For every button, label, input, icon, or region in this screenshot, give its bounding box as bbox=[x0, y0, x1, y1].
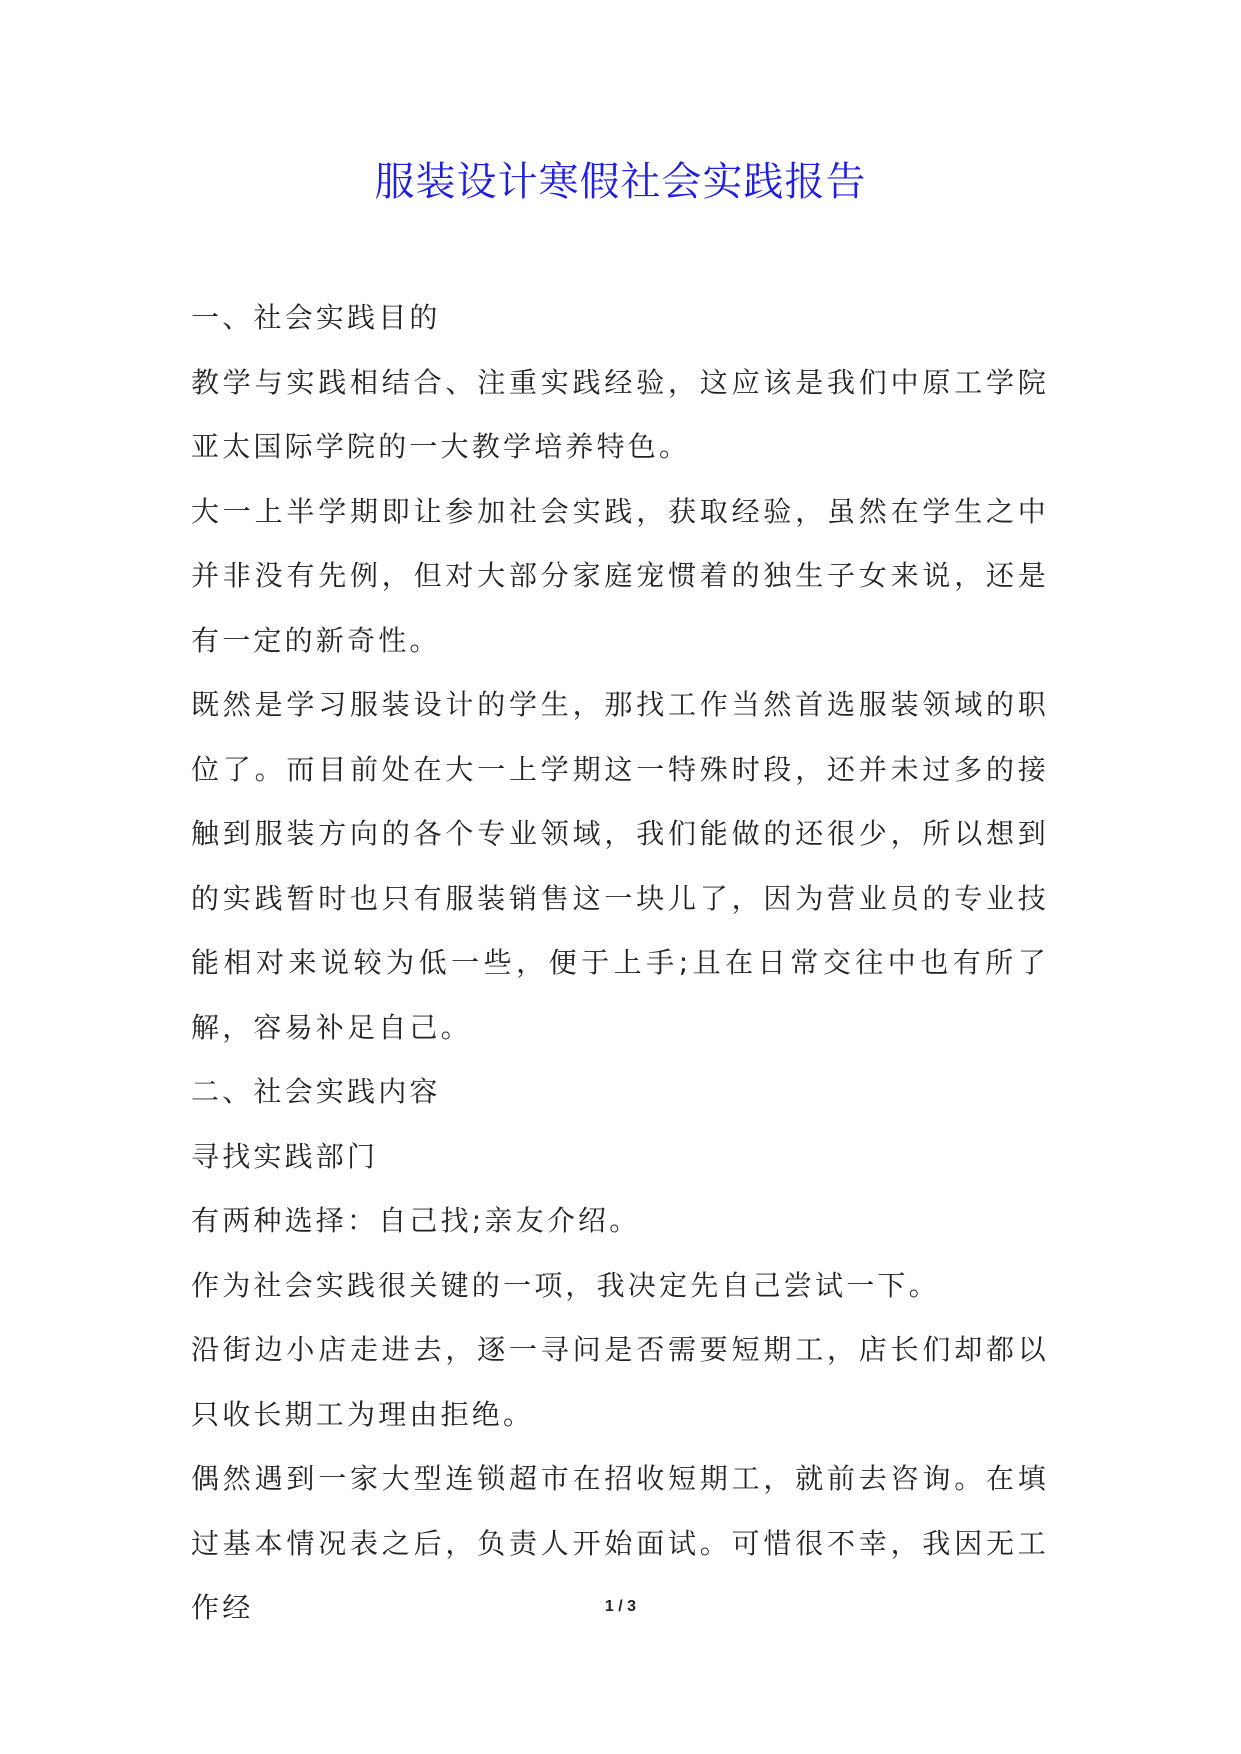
paragraph: 偶然遇到一家大型连锁超市在招收短期工，就前去咨询。在填过基本情况表之后，负责人开始面试。可惜很不幸，我因无工作经 bbox=[191, 1462, 1049, 1624]
paragraph: 沿街边小店走进去，逐一寻问是否需要短期工，店长们却都以只收长期工为理由拒绝。 bbox=[191, 1333, 1049, 1431]
document-body bbox=[191, 286, 1049, 1641]
paragraph: 教学与实践相结合、注重实践经验，这应该是我们中原工学院亚太国际学院的一大教学培养特色。 bbox=[191, 365, 1049, 463]
page-number: 1 / 3 bbox=[604, 1598, 637, 1615]
section-heading: 一、社会实践目的 bbox=[191, 301, 441, 334]
paragraph: 大一上半学期即让参加社会实践，获取经验，虽然在学生之中并非没有先例，但对大部分家庭宠惯着的独生子女来说，还是有一定的新奇性。 bbox=[191, 494, 1049, 657]
paragraph: 有两种选择：自己找;亲友介绍。 bbox=[191, 1204, 641, 1237]
section-heading: 二、社会实践内容 bbox=[191, 1075, 441, 1108]
paragraph: 作为社会实践很关键的一项，我决定先自己尝试一下。 bbox=[191, 1268, 940, 1302]
paragraph: 寻找实践部门 bbox=[191, 1139, 379, 1173]
paragraph: 既然是学习服装设计的学生，那找工作当然首选服装领域的职位了。而目前处在大一上学期这一特殊时段，还并未过多的接触到服装方向的各个专业领域，我们能做的还很少，所以想到的实践暂时也只有服装销售这一块儿了，因为营业员的专业技能相对来说较为低一些，便于上手;且在日常交往中也有所了解，容易补足自己。 bbox=[191, 688, 1049, 1044]
document-title: 服装设计寒假社会实践报告 bbox=[374, 159, 867, 205]
